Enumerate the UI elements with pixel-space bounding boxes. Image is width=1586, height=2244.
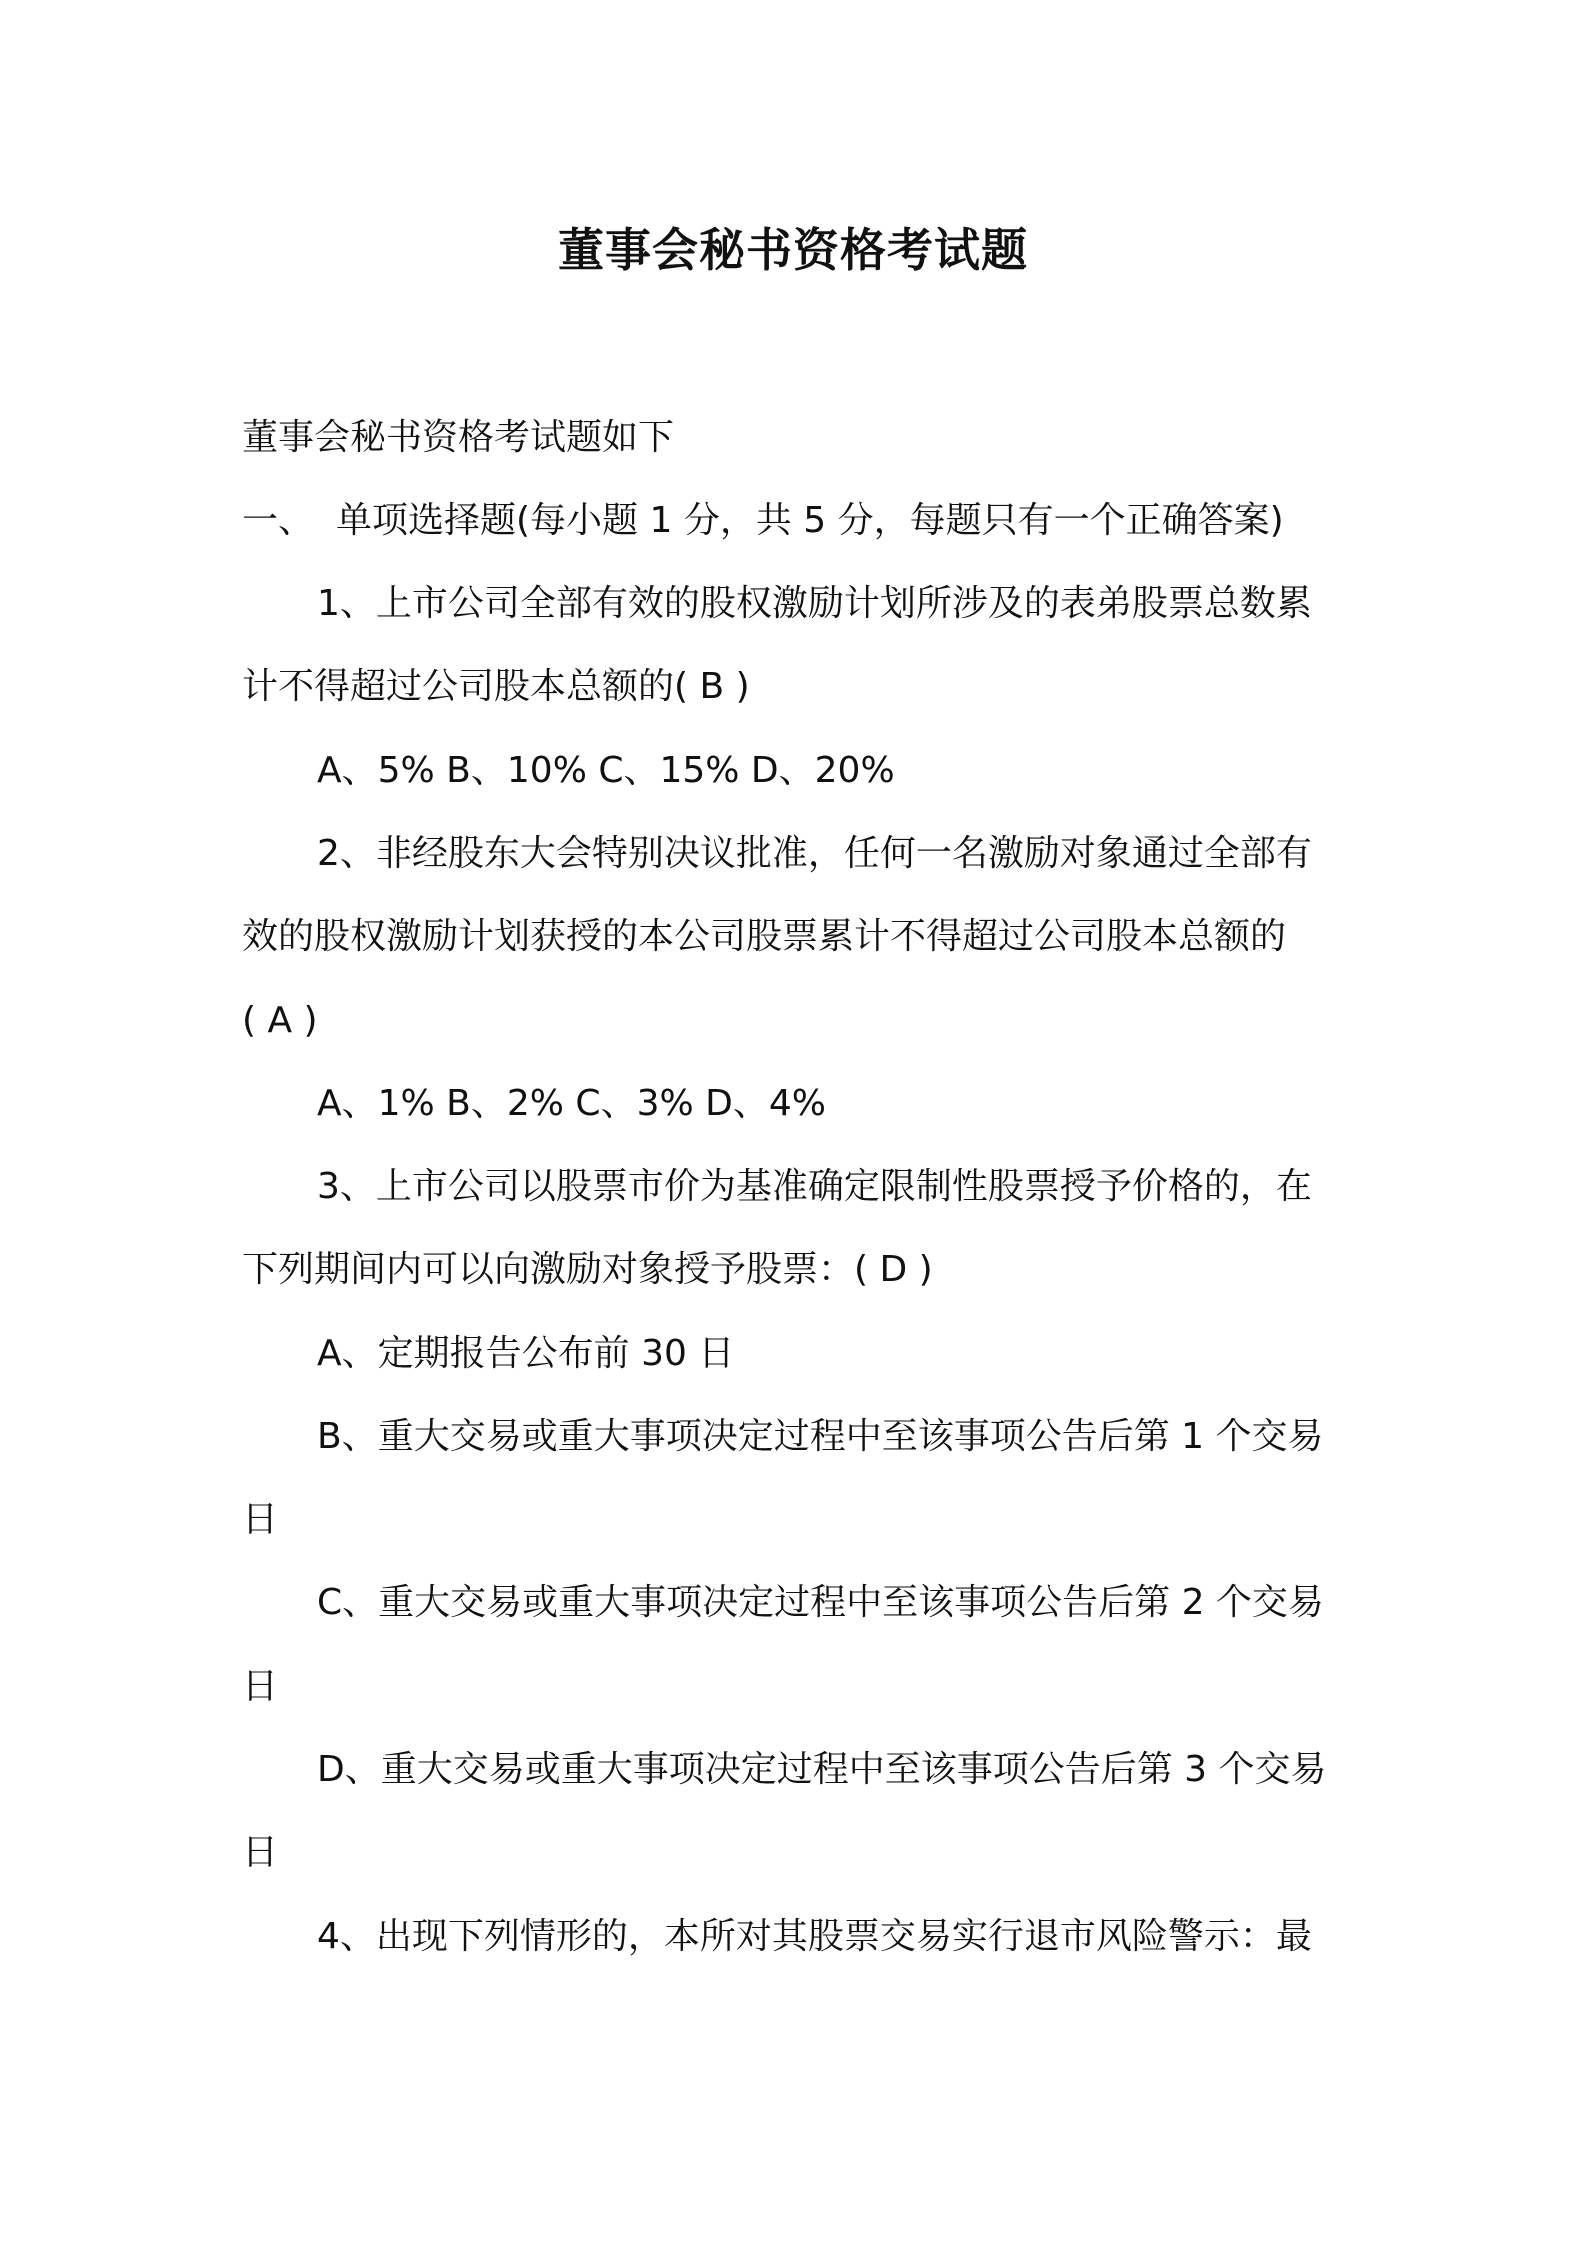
- intro-text: 董事会秘书资格考试题如下: [242, 417, 675, 458]
- page-title: 董事会秘书资格考试题: [558, 223, 1028, 277]
- section-number: 一、: [242, 500, 315, 541]
- section-heading: [242, 496, 1284, 546]
- question-3-option-c: C、重大交易或重大事项决定过程中至该事项公告后第 2 个交易: [317, 1582, 1324, 1623]
- section-text: 单项选择题(每小题 1 分，共 5 分，每题只有一个正确答案): [336, 500, 1284, 541]
- question-1-line-2: 计不得超过公司股本总额的( B ): [242, 666, 750, 707]
- question-3-option-b-cont: 日: [242, 1499, 279, 1540]
- question-3-option-d: D、重大交易或重大事项决定过程中至该事项公告后第 3 个交易: [317, 1749, 1327, 1790]
- question-3-line-1: 3、上市公司以股票市价为基准确定限制性股票授予价格的，在: [317, 1166, 1312, 1207]
- question-1-line-1: 1、上市公司全部有效的股权激励计划所涉及的表弟股票总数累: [317, 583, 1312, 624]
- question-2-line-2: 效的股权激励计划获授的本公司股票累计不得超过公司股本总额的: [242, 916, 1287, 957]
- question-2-line-1: 2、非经股东大会特别决议批准，任何一名激励对象通过全部有: [317, 833, 1312, 874]
- question-3-option-a: A、定期报告公布前 30 日: [317, 1333, 735, 1374]
- question-3-line-2: 下列期间内可以向激励对象授予股票：( D ): [242, 1249, 933, 1290]
- question-2-options: A、1% B、2% C、3% D、4%: [317, 1083, 826, 1124]
- question-1-options: A、5% B、10% C、15% D、20%: [317, 750, 895, 791]
- question-2-line-3: ( A ): [242, 1000, 318, 1041]
- question-3-option-b: B、重大交易或重大事项决定过程中至该事项公告后第 1 个交易: [317, 1416, 1324, 1457]
- question-3-option-d-cont: 日: [242, 1832, 279, 1873]
- question-4-line-1: 4、出现下列情形的，本所对其股票交易实行退市风险警示：最: [317, 1916, 1312, 1957]
- question-3-option-c-cont: 日: [242, 1666, 279, 1707]
